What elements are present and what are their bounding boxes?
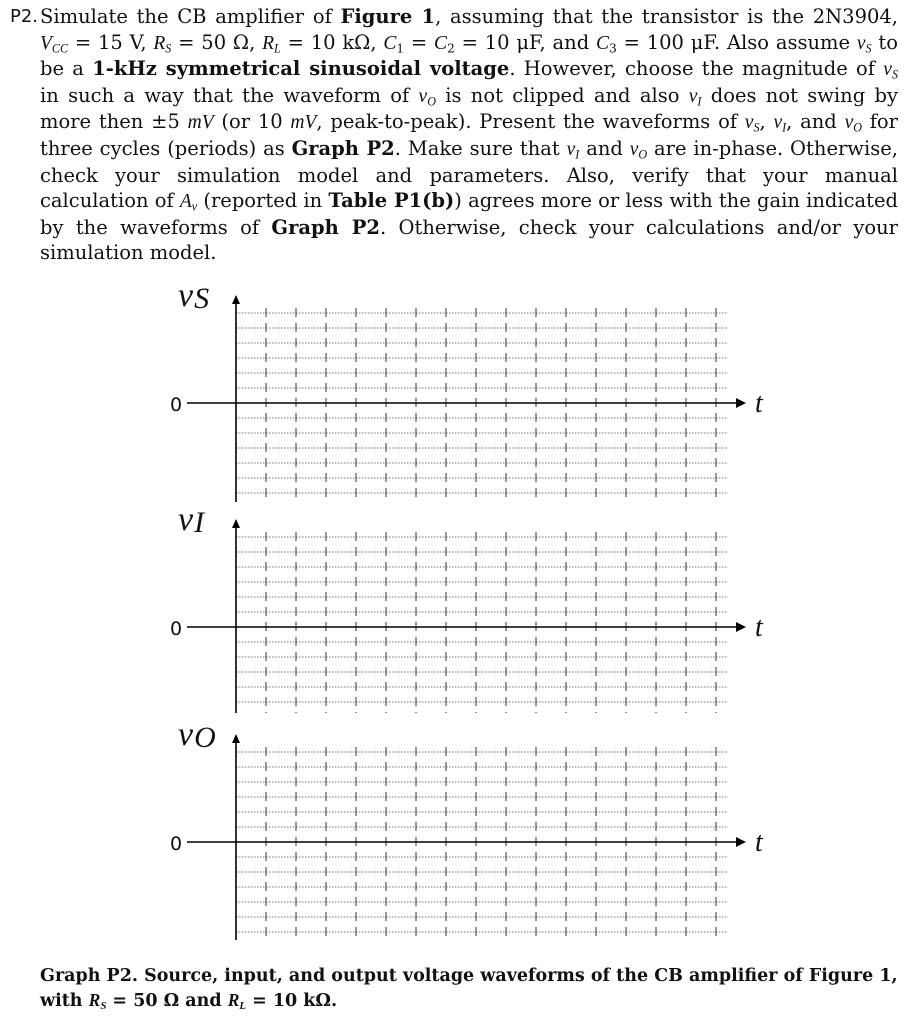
symbol: v xyxy=(856,32,866,54)
text: are in-phase. Otherwise, check your simulation model and parameters. Also, verify that your manual calculation of xyxy=(40,136,898,213)
symbol: v xyxy=(744,112,754,134)
symbol: v xyxy=(418,85,428,107)
subscript: S xyxy=(865,41,872,56)
symbol: v xyxy=(883,59,892,81)
text: and xyxy=(579,136,630,160)
symbol: v xyxy=(629,138,639,160)
vertical-axis-arrow-icon xyxy=(232,734,240,743)
symbol: R xyxy=(88,990,101,1010)
signal-label: vO xyxy=(178,716,216,754)
symbol: v xyxy=(844,112,854,134)
text: , assuming that the transistor is the 2N3904, xyxy=(435,5,899,28)
text: (or 10 xyxy=(213,110,291,134)
signal-label: vI xyxy=(178,501,205,539)
vertical-axis-arrow-icon xyxy=(232,519,240,528)
signal-label: vS xyxy=(178,277,210,315)
text: = xyxy=(404,30,435,54)
problem-number: P2. xyxy=(10,6,39,27)
text: , peak-to-peak). Present the waveforms of xyxy=(316,110,745,134)
subscript: L xyxy=(274,41,281,56)
waveform-panel-0 xyxy=(170,277,764,502)
figure-reference: Figure 1 xyxy=(340,5,436,28)
unit: mV xyxy=(290,112,317,134)
zero-label: 0 xyxy=(170,833,183,855)
symbol: R xyxy=(227,990,240,1010)
symbol: R xyxy=(262,32,275,54)
waveform-panel-1 xyxy=(170,501,764,713)
subscript: I xyxy=(782,121,787,135)
symbol: v xyxy=(688,85,698,107)
text: . Make sure that xyxy=(394,136,567,160)
time-axis-label: t xyxy=(755,388,763,419)
text: , xyxy=(759,110,774,134)
subscript: 3 xyxy=(609,41,617,56)
caption-text: = 50 Ω and xyxy=(106,991,228,1011)
time-axis-arrow-icon xyxy=(736,398,746,408)
waveform-panel-2 xyxy=(170,716,764,940)
graph-reference: Graph P2 xyxy=(271,215,380,239)
text: Simulate the CB amplifier of xyxy=(40,5,341,28)
caption-text: Graph P2. Source, input, and output voltage waveforms of the CB amplifier of Figure 1, with xyxy=(40,966,898,1011)
symbol: v xyxy=(773,112,783,134)
subscript: S xyxy=(165,41,172,56)
subscript: O xyxy=(638,147,648,162)
text: , and xyxy=(786,110,845,134)
graph-caption xyxy=(40,964,900,1013)
text: does not swing by more then ±5 xyxy=(40,83,898,134)
text: (reported in xyxy=(197,189,329,213)
signal-label-subscript: I xyxy=(194,506,205,539)
text: , and xyxy=(539,30,597,54)
text: is not clipped and also xyxy=(435,83,689,107)
value: = 50 Ω, xyxy=(171,30,263,54)
text: . Otherwise, check your calculations and/or your simulation model. xyxy=(40,215,898,265)
time-axis-label: t xyxy=(755,827,763,858)
signal-spec: 1-kHz symmetrical sinusoidal voltage xyxy=(92,57,510,81)
signal-label-subscript: O xyxy=(194,721,216,754)
subscript: v xyxy=(191,199,198,214)
symbol: A xyxy=(179,191,192,213)
time-axis-arrow-icon xyxy=(736,837,746,847)
time-axis-arrow-icon xyxy=(736,622,746,632)
value: = 15 V, xyxy=(68,30,154,54)
time-axis-label: t xyxy=(755,612,763,643)
subscript: I xyxy=(575,147,580,162)
subscript: S xyxy=(753,121,760,135)
subscript: S xyxy=(891,67,898,82)
subscript: 2 xyxy=(447,41,455,56)
zero-label: 0 xyxy=(170,394,183,416)
subscript: S xyxy=(100,1000,107,1013)
symbol: v xyxy=(566,138,576,160)
table-reference: Table P1(b) xyxy=(328,189,455,213)
subscript: O xyxy=(427,94,436,109)
text: . Also assume xyxy=(713,30,857,54)
subscript: L xyxy=(239,1000,247,1013)
text: . However, choose the magnitude of xyxy=(509,57,884,81)
text: for three cycles (periods) as xyxy=(40,110,898,160)
graph-reference: Graph P2 xyxy=(291,136,395,160)
subscript: I xyxy=(697,94,702,109)
symbol: C xyxy=(596,32,610,54)
value: = 100 μF xyxy=(616,30,714,54)
text: in such a way that the waveform of xyxy=(40,83,419,107)
value: = 10 μF xyxy=(454,30,540,54)
zero-label: 0 xyxy=(170,618,183,640)
text: to be a xyxy=(40,30,898,81)
unit: mV xyxy=(187,112,214,134)
caption-text: = 10 kΩ. xyxy=(246,991,338,1011)
value: = 10 kΩ, xyxy=(280,30,384,54)
subscript: O xyxy=(853,121,862,135)
symbol: C xyxy=(383,32,397,54)
subscript: 1 xyxy=(396,41,405,56)
subscript: CC xyxy=(51,41,69,56)
symbol: R xyxy=(153,32,166,54)
symbol: V xyxy=(40,32,52,54)
signal-label-subscript: S xyxy=(194,282,210,315)
symbol: C xyxy=(434,32,448,54)
vertical-axis-arrow-icon xyxy=(232,295,240,304)
text: ) agrees more or less with the gain indicated by the waveforms of xyxy=(40,189,899,239)
